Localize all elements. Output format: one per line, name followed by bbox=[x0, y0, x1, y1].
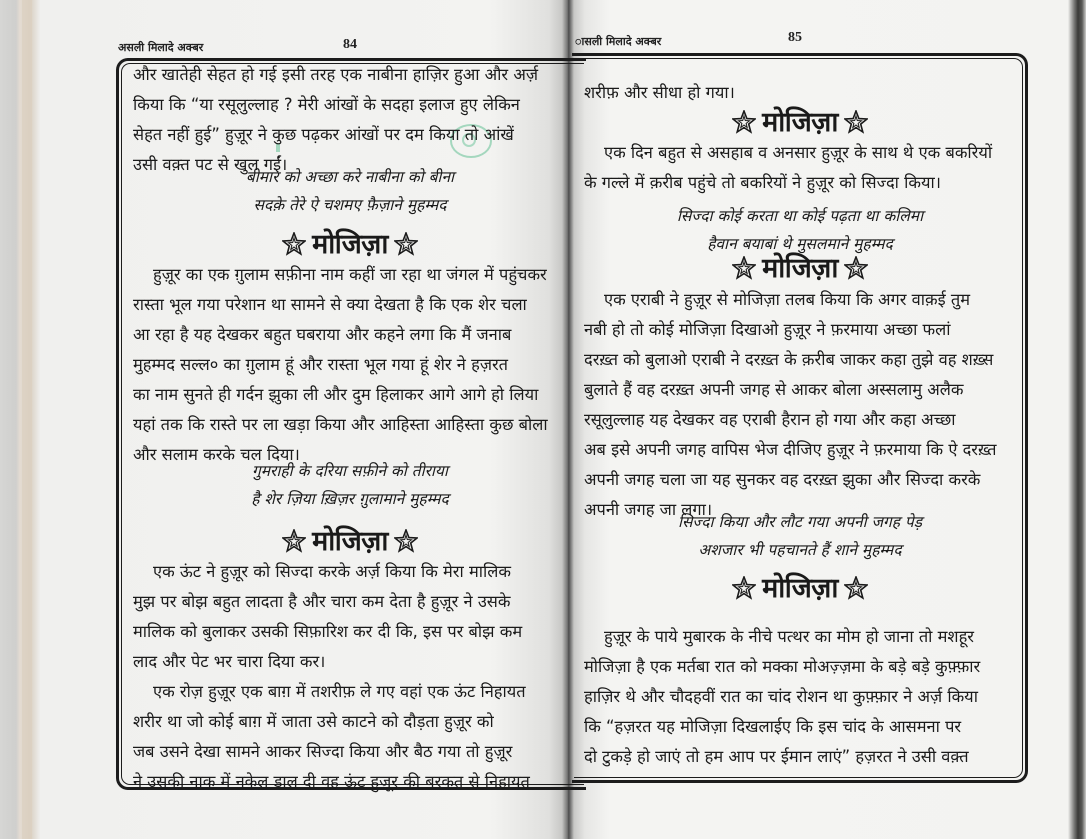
heading-text: मोजिज़ा bbox=[312, 526, 388, 557]
couplet-line: गुमराही के दरिया सफ़ीने को तीराया bbox=[252, 462, 448, 480]
text-line: किया कि “या रसूलुल्लाह ? मेरी आंखों के सदहा इलाज हुए लेकिन bbox=[133, 95, 520, 114]
left-section-2-paragraph bbox=[133, 557, 567, 797]
star-icon bbox=[732, 110, 756, 134]
couplet-line: सिज्दा कोई करता था कोई पढ़ता था कलिमा bbox=[676, 207, 924, 225]
right-top-paragraph bbox=[584, 78, 1016, 108]
text-line: हुज़ूर के पाये मुबारक के नीचे पत्थर का मोम हो जाना तो मशहूर bbox=[604, 627, 974, 646]
page-number-right: 85 bbox=[788, 30, 802, 45]
heading-text: मोजिज़ा bbox=[762, 253, 838, 284]
text-line: नबी हो तो कोई मोजिज़ा दिखाओ हुज़ूर ने फ़रमाया अच्छा फलां bbox=[584, 320, 951, 339]
text-line: एक दिन बहुत से असहाब व अनसार हुज़ूर के साथ थे एक बकरियों bbox=[604, 143, 993, 162]
couplet-line: हैवान बयाबां थे मुसलमाने मुहम्मद bbox=[707, 235, 893, 253]
star-icon bbox=[732, 256, 756, 280]
page-number-left: 84 bbox=[343, 37, 357, 52]
heading-text: मोजिज़ा bbox=[312, 229, 388, 260]
text-line: उसी वक़्त पट से खुल गईं। bbox=[133, 155, 288, 174]
star-icon bbox=[732, 576, 756, 600]
running-title-left: असली मिलादे अक्बर bbox=[118, 41, 204, 54]
couplet-right-2 bbox=[584, 508, 1016, 564]
text-line: रसूलुल्लाह यह देखकर वह एराबी हैरान हो गया और कहा अच्छा bbox=[584, 410, 956, 429]
text-line: रास्ता भूल गया परेशान था सामने से क्या देखता है कि एक शेर चला bbox=[133, 295, 527, 314]
left-section-1-paragraph bbox=[133, 260, 567, 470]
text-line: का नाम सुनते ही गर्दन झुका ली और दुम हिलाकर आगे आगे हो लिया bbox=[133, 385, 539, 404]
couplet-left-1 bbox=[133, 163, 567, 219]
section-heading bbox=[584, 106, 1016, 140]
text-line: मुहम्मद सल्ल० का ग़ुलाम हूं और रास्ता भूल गया हूं शेर ने हज़रत bbox=[133, 355, 509, 374]
star-icon bbox=[844, 110, 868, 134]
text-line: सेहत नहीं हुई” हुज़ूर ने कुछ पढ़कर आंखों पर दम किया तो आंखें bbox=[133, 125, 514, 144]
star-icon bbox=[394, 529, 418, 553]
text-line: एक रोज़ हुज़ूर एक बाग़ में तशरीफ़ ले गए वहां एक ऊंट निहायत bbox=[153, 682, 526, 701]
couplet-line: है शेर ज़िया ख़िज़र ग़ुलामाने मुहम्मद bbox=[251, 490, 449, 508]
text-line: एक एराबी ने हुज़ूर से मोजिज़ा तलब किया कि अगर वाक़ई तुम bbox=[604, 290, 971, 309]
section-heading bbox=[133, 525, 567, 559]
text-line: शरीर था जो कोई बाग़ में जाता उसे काटने को दौड़ता हुज़ूर को bbox=[133, 712, 494, 731]
text-line: बुलाते हैं वह दरख़्त अपनी जगह से आकर बोला अस्सलामु अलैक bbox=[584, 380, 964, 399]
text-line: हुज़ूर का एक ग़ुलाम सफ़ीना नाम कहीं जा रहा था जंगल में पहुंचकर bbox=[153, 265, 547, 284]
text-line: मुझ पर बोझ बहुत लादता है और चारा कम देता है हुज़ूर ने उसके bbox=[133, 592, 511, 611]
section-heading bbox=[584, 572, 1016, 606]
text-line: हाज़िर थे और चौदहवीं रात का चांद रोशन था कुफ़्फ़ार ने अर्ज़ किया bbox=[584, 687, 978, 706]
couplet-line: अशजार भी पहचानते हैं शाने मुहम्मद bbox=[698, 541, 902, 559]
star-icon bbox=[282, 232, 306, 256]
text-line: एक ऊंट ने हुज़ूर को सिज्दा करके अर्ज़ किया कि मेरा मालिक bbox=[153, 562, 511, 581]
couplet-line: बीमार को अच्छा करे नाबीना को बीना bbox=[245, 168, 455, 186]
couplet-line: सदक़े तेरे ऐ चशमए फ़ैज़ाने मुहम्मद bbox=[253, 196, 447, 214]
text-line: आ रहा है यह देखकर बहुत घबराया और कहने लगा कि मैं जनाब bbox=[133, 325, 512, 344]
text-line: और सलाम करके चल दिया। bbox=[133, 445, 300, 464]
text-line: मालिक को बुलाकर उसकी सिफ़ारिश कर दी कि, इस पर बोझ कम bbox=[133, 622, 523, 641]
star-icon bbox=[844, 576, 868, 600]
section-heading bbox=[133, 228, 567, 262]
right-section-1-paragraph bbox=[584, 138, 1016, 198]
star-icon bbox=[394, 232, 418, 256]
star-icon bbox=[844, 256, 868, 280]
right-section-3-paragraph bbox=[584, 622, 1016, 772]
text-line: लाद और पेट भर चारा दिया कर। bbox=[133, 652, 326, 671]
text-line: अपनी जगह चला जा यह सुनकर वह दरख़्त झुका और सिज्दा करके bbox=[584, 470, 981, 489]
couplet-left-2 bbox=[133, 457, 567, 513]
left-top-paragraph bbox=[133, 60, 567, 180]
text-line: अब इसे अपनी जगह वापिस भेज दीजिए हुज़ूर ने फ़रमाया कि ऐ दरख़्त bbox=[584, 440, 997, 459]
text-line: ने उसकी नाक में नकेल डाल दी वह ऊंट हुज़ूर की बरकत से निहायत bbox=[133, 772, 530, 791]
right-section-2-paragraph bbox=[584, 285, 1016, 525]
heading-text: मोजिज़ा bbox=[762, 107, 838, 138]
book-edge-left bbox=[0, 0, 40, 839]
text-line: शरीफ़ और सीधा हो गया। bbox=[584, 83, 735, 102]
heading-text: मोजिज़ा bbox=[762, 573, 838, 604]
running-title-right: ासली मिलादे अक्बर bbox=[575, 35, 662, 48]
text-line: और खातेही सेहत हो गई इसी तरह एक नाबीना हाज़िर हुआ और अर्ज़ bbox=[133, 65, 539, 84]
text-line: दरख़्त को बुलाओ एराबी ने दरख़्त के क़रीब जाकर कहा तुझे वह शख़्स bbox=[584, 350, 994, 369]
text-line: के गल्ले में क़रीब पहुंचे तो बकरियों ने हुज़ूर को सिज्दा किया। bbox=[584, 173, 941, 192]
section-heading bbox=[584, 252, 1016, 286]
text-line: अपनी जगह जा लगा। bbox=[584, 500, 713, 519]
text-line: यहां तक कि रास्ते पर ला खड़ा किया और आहिस्ता आहिस्ता कुछ बोला bbox=[133, 415, 548, 434]
text-line: मोजिज़ा है एक मर्तबा रात को मक्का मोअज़्ज़मा के बड़े बड़े कुफ़्फ़ार bbox=[584, 657, 981, 676]
couplet-right-1 bbox=[584, 202, 1016, 258]
text-line: जब उसने देखा सामने आकर सिज्दा किया और बैठ गया तो हुज़ूर bbox=[133, 742, 513, 761]
text-line: दो टुकड़े हो जाएं तो हम आप पर ईमान लाएं” हज़रत ने उसी वक़्त bbox=[584, 747, 969, 766]
book-edge-right bbox=[1068, 0, 1086, 839]
couplet-line: सिज्दा किया और लौट गया अपनी जगह पेड़ bbox=[677, 513, 923, 531]
text-line: कि “हज़रत यह मोजिज़ा दिखलाईए कि इस चांद के आसमना पर bbox=[584, 717, 962, 736]
page-stack-edge bbox=[22, 0, 32, 839]
star-icon bbox=[282, 529, 306, 553]
